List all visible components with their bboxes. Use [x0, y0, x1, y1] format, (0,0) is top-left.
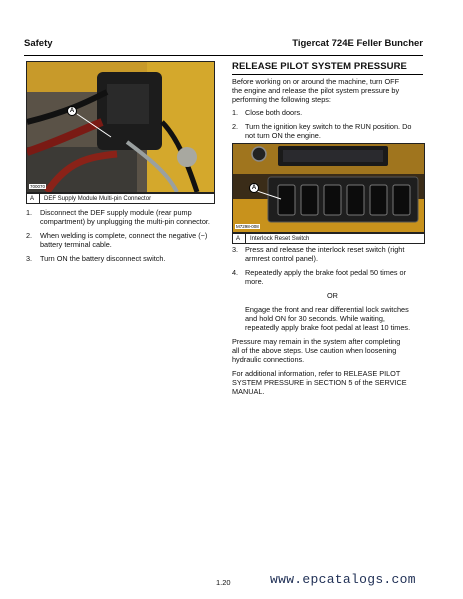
note2-line-2: SYSTEM PRESSURE in SECTION 5 of the SERVICE — [232, 378, 407, 387]
section-title: RELEASE PILOT SYSTEM PRESSURE — [232, 61, 407, 72]
right-caption-text: Interlock Reset Switch — [250, 235, 310, 242]
note1-line-3: hydraulic connections. — [232, 355, 305, 364]
left-caption — [26, 193, 215, 204]
note1-line-1: Pressure may remain in the system after completing — [232, 337, 401, 346]
alt-line-3: repeatedly apply brake foot pedal at least 10 times. — [245, 323, 411, 332]
left-step-3-line-1: Turn ON the battery disconnect switch. — [40, 254, 166, 263]
left-caption-letter: A — [27, 194, 40, 203]
header-rule — [24, 55, 423, 56]
left-step-1-line-2: compartment) by unplugging the multi-pin connector. — [40, 217, 210, 226]
right-caption-letter: A — [233, 234, 246, 243]
right-step-1-text: Close both doors. — [245, 108, 303, 117]
left-step-2-line-2: battery terminal cable. — [40, 240, 112, 249]
def-module-illustration — [27, 62, 214, 192]
right-step-4-line-1: Repeatedly apply the brake foot pedal 50 times or — [245, 268, 407, 277]
intro-line-1: Before working on or around the machine, turn OFF — [232, 77, 400, 86]
right-step-2-line-2: not turn ON the engine. — [245, 131, 321, 140]
right-step-1-num: 1. — [232, 108, 239, 117]
right-step-2-num: 2. — [232, 122, 239, 131]
interlock-panel-photo — [232, 143, 425, 233]
alt-line-1: Engage the front and rear differential lock switches — [245, 305, 409, 314]
photo-id-right: M7298-008 — [236, 224, 259, 229]
def-module-photo — [26, 61, 215, 193]
left-step-2-line-1: When welding is complete, connect the negative (−) — [40, 231, 208, 240]
page-number: 1.20 — [216, 578, 231, 587]
photo-id-left: 700070 — [30, 184, 46, 189]
interlock-panel-illustration — [233, 144, 424, 232]
left-step-1-line-1: Disconnect the DEF supply module (rear pump — [40, 208, 192, 217]
alt-line-2: and hold ON for 30 seconds. While waiting, — [245, 314, 385, 323]
header-section: Safety — [24, 38, 53, 49]
header-title: Tigercat 724E Feller Buncher — [292, 38, 423, 49]
right-step-4-line-2: more. — [245, 277, 264, 286]
left-step-3-num: 3. — [26, 254, 33, 263]
callout-a-left: A — [67, 106, 77, 116]
note1-line-2: all of the above steps. Use caution when loosening — [232, 346, 397, 355]
right-caption — [232, 233, 425, 244]
right-step-3-line-2: armrest control panel). — [245, 254, 318, 263]
right-step-4-num: 4. — [232, 268, 239, 277]
or-separator: OR — [327, 291, 338, 300]
right-step-3-line-1: Press and release the interlock reset switch (right — [245, 245, 405, 254]
right-step-3-num: 3. — [232, 245, 239, 254]
callout-a-right: A — [249, 183, 259, 193]
right-step-2-line-1: Turn the ignition key switch to the RUN position. Do — [245, 122, 412, 131]
intro-line-2: the engine and release the pilot system pressure by — [232, 86, 400, 95]
note2-line-1: For additional information, refer to RELEASE PILOT — [232, 369, 401, 378]
intro-line-3: performing the following steps: — [232, 95, 331, 104]
left-step-1-num: 1. — [26, 208, 33, 217]
left-step-2-num: 2. — [26, 231, 33, 240]
watermark: www.epcatalogs.com — [270, 572, 416, 587]
section-rule — [232, 74, 423, 75]
left-caption-text: DEF Supply Module Multi-pin Connector — [44, 195, 152, 202]
note2-line-3: MANUAL. — [232, 387, 265, 396]
